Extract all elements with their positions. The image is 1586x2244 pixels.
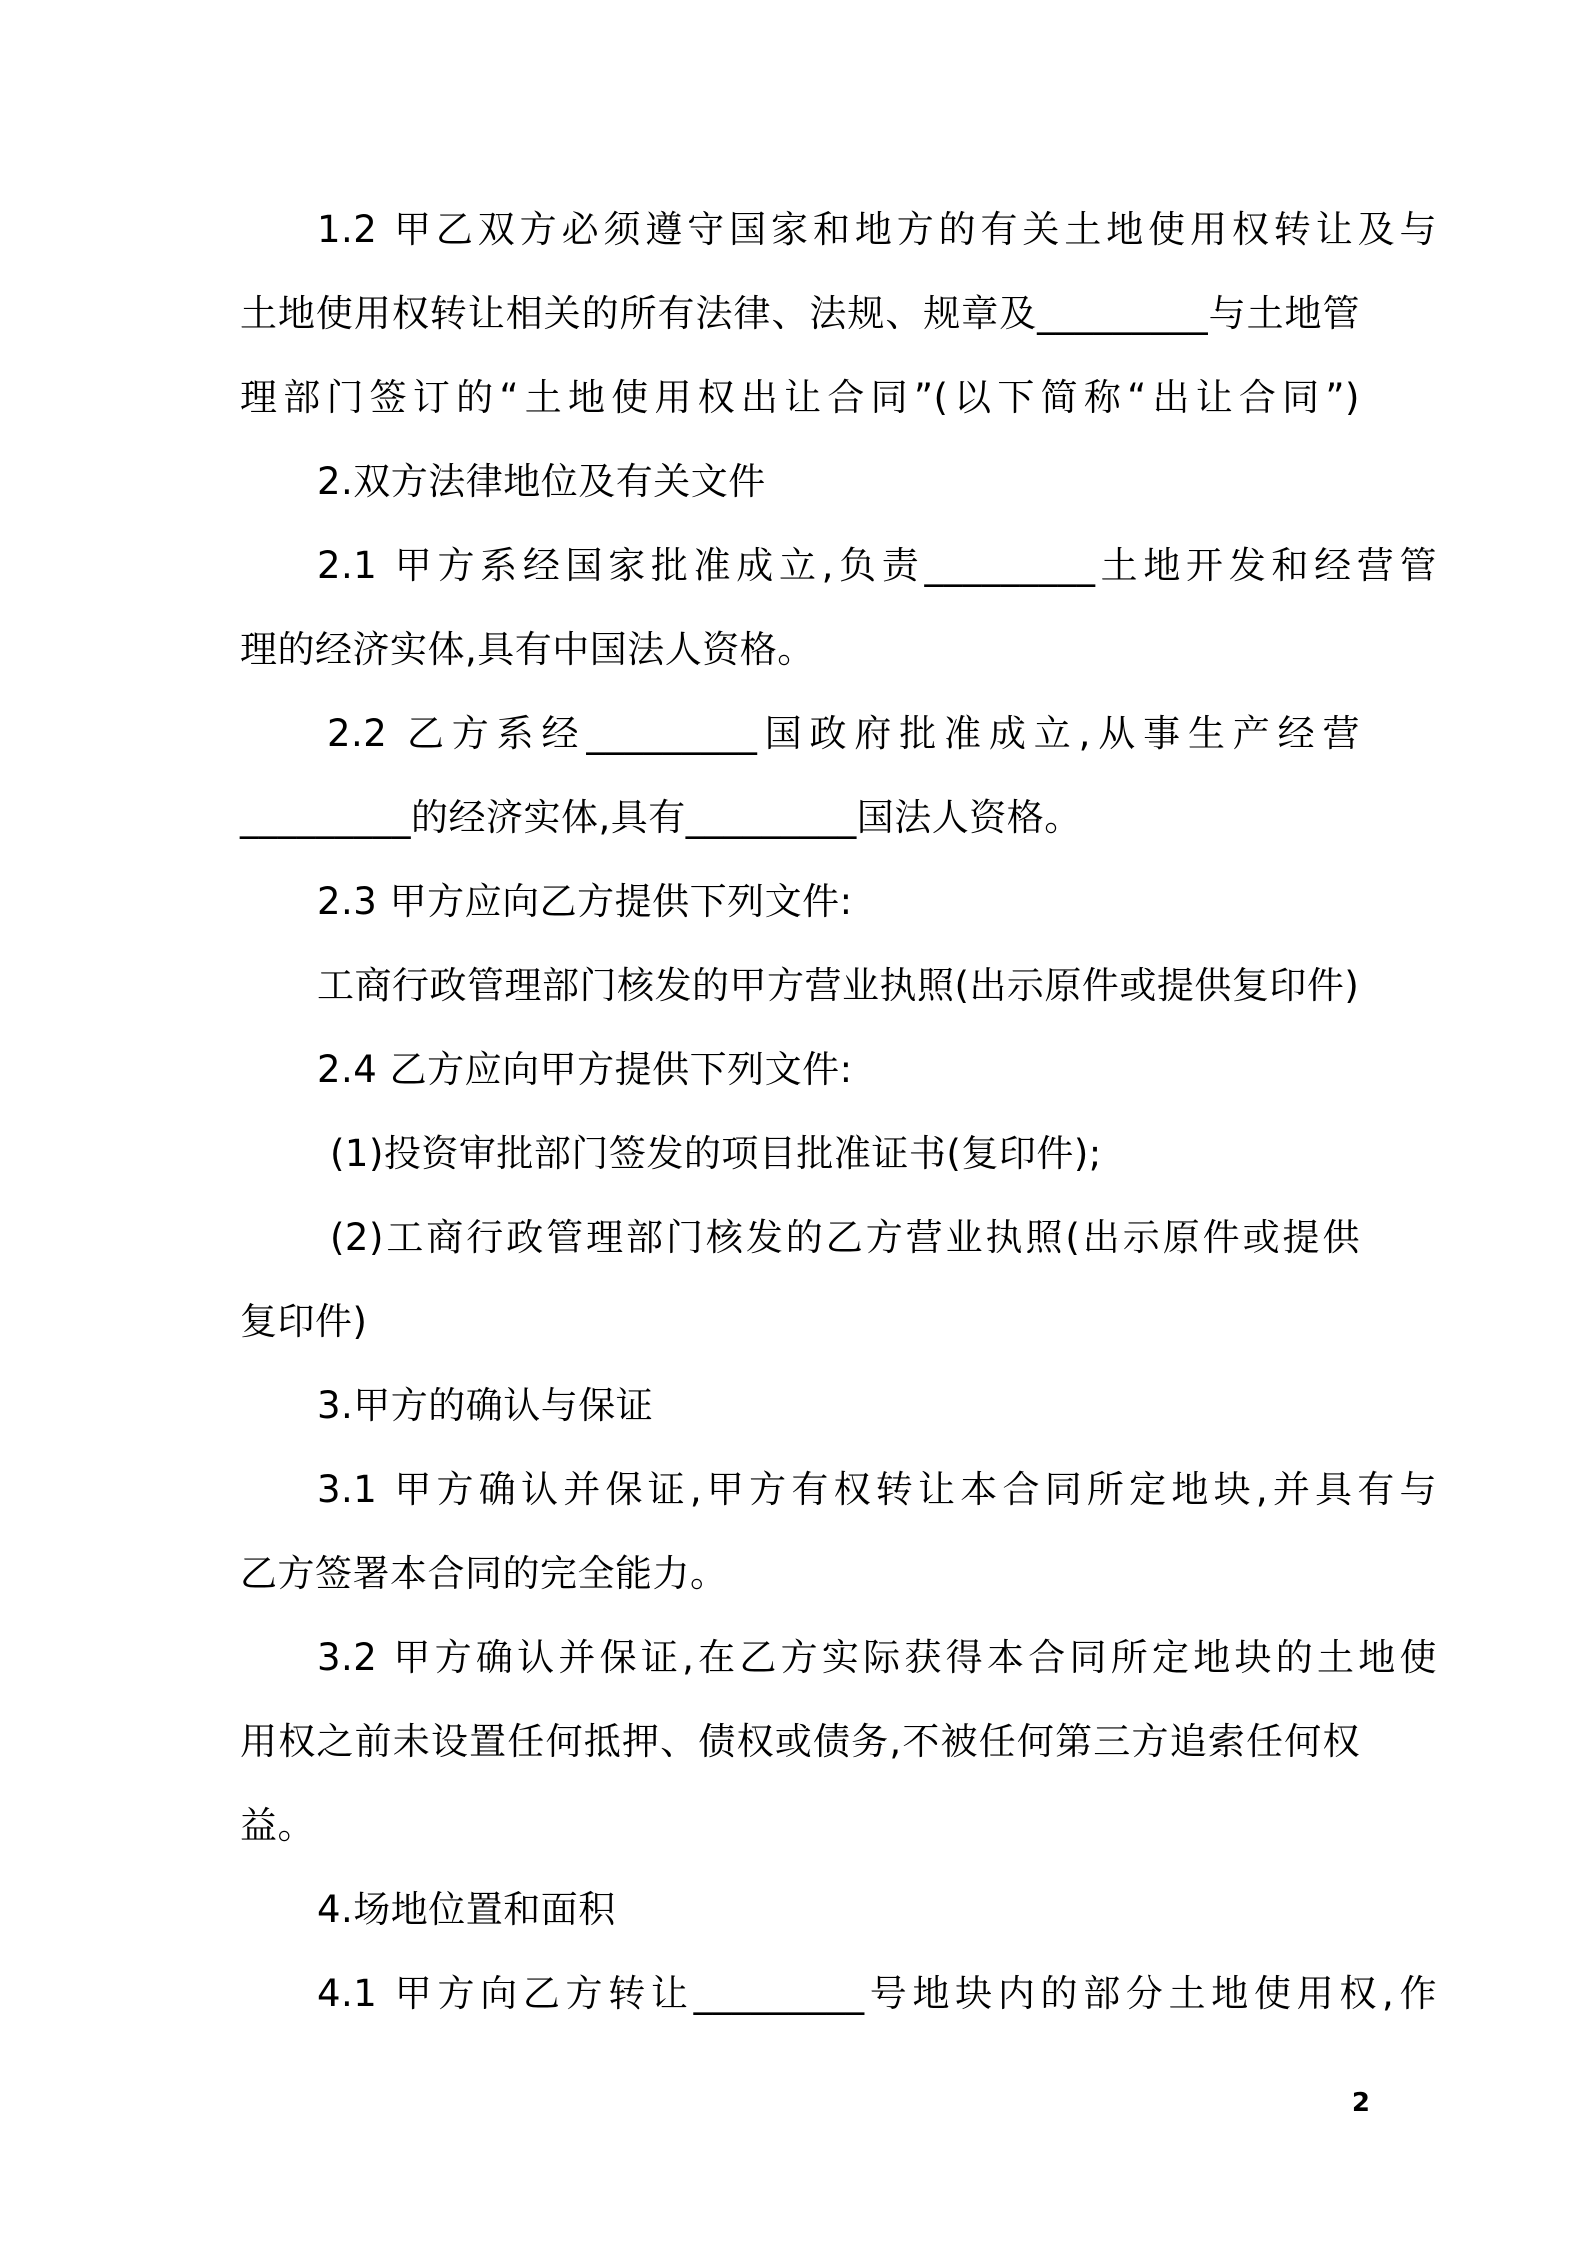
text-line: 复印件): [240, 1300, 368, 1343]
text-line: 工商行政管理部门核发的甲方营业执照(出示原件或提供复印件): [317, 964, 1360, 1007]
list-item-2: (2)工商行政管理部门核发的乙方营业执照(出示原件或提供: [330, 1216, 1360, 1259]
text-line-clause-2-4: 2.4 乙方应向甲方提供下列文件:: [317, 1048, 853, 1091]
page-number: 2: [1351, 2088, 1370, 2118]
text-line: 用权之前未设置任何抵押、债权或债务,不被任何第三方追索任何权: [240, 1720, 1360, 1763]
text-line-clause-2-2: 2.2 乙方系经_________国政府批准成立,从事生产经营: [327, 712, 1360, 755]
text-line: _________的经济实体,具有_________国法人资格。: [240, 796, 1082, 839]
text-line-clause-2-3: 2.3 甲方应向乙方提供下列文件:: [317, 880, 853, 923]
text-line: 益。: [240, 1804, 315, 1847]
text-line: 乙方签署本合同的完全能力。: [240, 1552, 728, 1595]
text-line-clause-4-1: 4.1 甲方向乙方转让_________号地块内的部分土地使用权,作: [317, 1972, 1437, 2015]
text-line-clause-1-2: 1.2 甲乙双方必须遵守国家和地方的有关土地使用权转让及与: [317, 208, 1437, 251]
text-line: 土地使用权转让相关的所有法律、法规、规章及_________与土地管: [240, 292, 1360, 335]
text-line: 理部门签订的“土地使用权出让合同”(以下简称“出让合同”): [240, 376, 1360, 419]
section-heading-3: 3.甲方的确认与保证: [317, 1384, 654, 1427]
text-line: 理的经济实体,具有中国法人资格。: [240, 628, 815, 671]
text-line-clause-3-1: 3.1 甲方确认并保证,甲方有权转让本合同所定地块,并具有与: [317, 1468, 1437, 1511]
section-heading-2: 2.双方法律地位及有关文件: [317, 460, 766, 503]
section-heading-4: 4.场地位置和面积: [317, 1888, 616, 1931]
list-item-1: (1)投资审批部门签发的项目批准证书(复印件);: [330, 1132, 1102, 1175]
text-line-clause-2-1: 2.1 甲方系经国家批准成立,负责_________土地开发和经营管: [317, 544, 1437, 587]
text-line-clause-3-2: 3.2 甲方确认并保证,在乙方实际获得本合同所定地块的土地使: [317, 1636, 1437, 1679]
